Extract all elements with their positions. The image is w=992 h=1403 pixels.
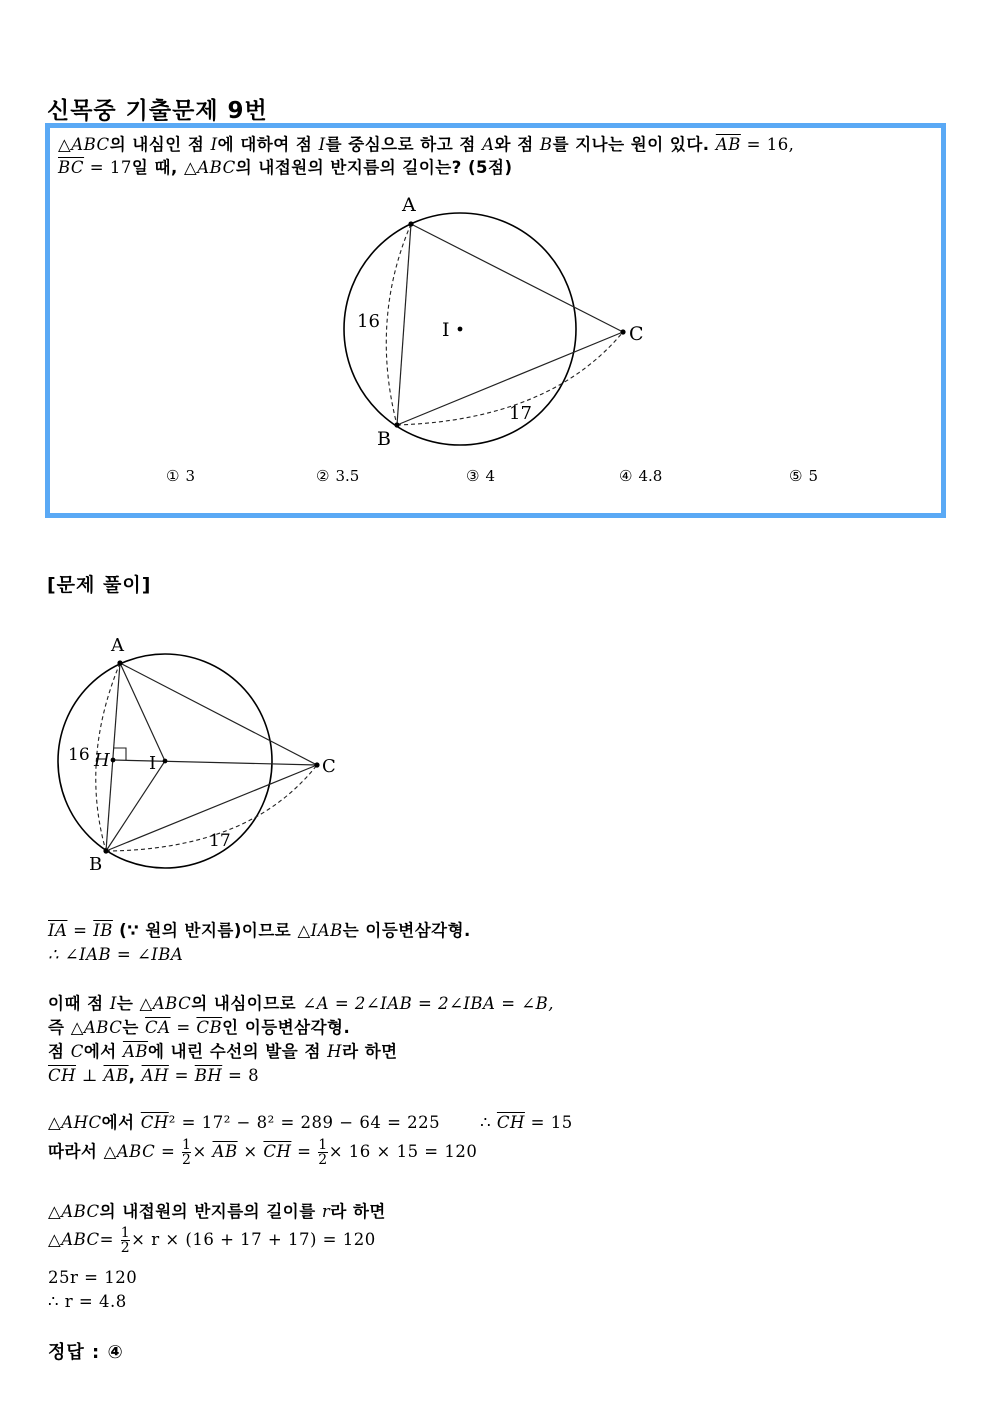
label-a: A: [111, 635, 124, 656]
label-length-16: 16: [68, 745, 90, 765]
segment-ai: [120, 663, 165, 761]
point-a: [117, 660, 122, 665]
segment-bi: [106, 761, 165, 851]
solution-line-7: △AHC에서 $\overline{CH}^2 = 17^2 - 8^2 = 289 - 64 = 225$ ∴ $\overline{CH} = 15$: [48, 1113, 573, 1132]
point-h: [111, 758, 116, 763]
choice-2[interactable]: ② 3.5: [316, 467, 360, 485]
solution-line-1: $\overline{IA} = \overline{IB}$ (∵ 원의 반지름)이므로 △IAB는 이등변삼각형.: [48, 921, 471, 940]
segment-ac: [120, 663, 317, 765]
question-diagram: [0, 0, 992, 520]
label-length-16: 16: [357, 311, 380, 332]
label-length-17: 17: [209, 831, 231, 851]
label-i: I: [442, 319, 450, 341]
solution-line-9: △ABC의 내접원의 반지름의 길이를 r라 하면: [48, 1202, 386, 1221]
answer: 정답 : ④: [48, 1342, 124, 1363]
solution-line-12: ∴ r = 4.8: [48, 1292, 127, 1311]
choice-3[interactable]: ③ 4: [466, 467, 495, 485]
label-length-17: 17: [509, 403, 532, 424]
label-a: A: [402, 194, 416, 216]
segment-ac: [411, 224, 623, 332]
fraction-one-half: $\frac{1}{2}$: [182, 1137, 192, 1168]
label-b: B: [377, 428, 391, 450]
choice-5[interactable]: ⑤ 5: [789, 467, 818, 485]
question-line-1: △ABC의 내심인 점 I에 대하여 점 I를 중심으로 하고 점 A와 점 B를 지나는 원이 있다. $\overline{AB} = 16$,: [58, 135, 795, 154]
solution-line-2: ∴ ∠IAB = ∠IBA: [48, 945, 184, 964]
fraction-one-half: $\frac{1}{2}$: [120, 1225, 131, 1256]
fraction-one-half: $\frac{1}{2}$: [318, 1137, 328, 1168]
segment-hc: [113, 760, 317, 765]
choice-4[interactable]: ④ 4.8: [619, 467, 663, 485]
point-b: [103, 848, 108, 853]
point-i: [458, 327, 463, 332]
choice-1[interactable]: ① 3: [166, 467, 195, 485]
solution-line-5: 점 C에서 $\overline{AB}$에 내린 수선의 발을 점 H라 하면: [48, 1042, 398, 1061]
solution-heading: [문제 풀이]: [47, 574, 152, 596]
solution-line-11: 25r = 120: [48, 1268, 138, 1287]
solution-line-4: 즉 △ABC는 $\overline{CA} = \overline{CB}$인 이등변삼각형.: [48, 1018, 351, 1037]
point-i: [163, 759, 168, 764]
solution-line-3: 이때 점 I는 △ABC의 내심이므로 ∠A = 2∠IAB = 2∠IBA = ∠B,: [48, 994, 554, 1013]
solution-diagram: [0, 620, 400, 890]
point-c: [620, 329, 625, 334]
question-line-2: $\overline{BC} = 17$일 때, △ABC의 내접원의 반지름의 길이는? (5점): [58, 158, 513, 177]
segment-ab: [397, 224, 411, 425]
label-i: I: [149, 753, 157, 774]
point-a: [408, 221, 413, 226]
label-h: H: [94, 750, 110, 771]
point-c: [314, 762, 319, 767]
point-b: [394, 422, 399, 427]
label-c: C: [322, 756, 336, 777]
page-title: 신목중 기출문제 9번: [47, 98, 268, 124]
right-angle-mark: [114, 748, 126, 760]
label-c: C: [629, 323, 644, 345]
label-b: B: [89, 854, 103, 875]
solution-line-10: △ABC= $\frac{1}{2}$ × r × (16 + 17 + 17) = 120: [48, 1225, 376, 1256]
solution-line-8: 따라서 △ABC = $\frac{1}{2}$ × $\overline{AB} \times \overline{CH}$ = $\frac{1}{2}$ × 16 × 15 = 120: [48, 1137, 478, 1168]
solution-line-6: $\overline{CH}$ ⊥ $\overline{AB}$, $\overline{AH} = \overline{BH} = 8$: [48, 1066, 260, 1085]
